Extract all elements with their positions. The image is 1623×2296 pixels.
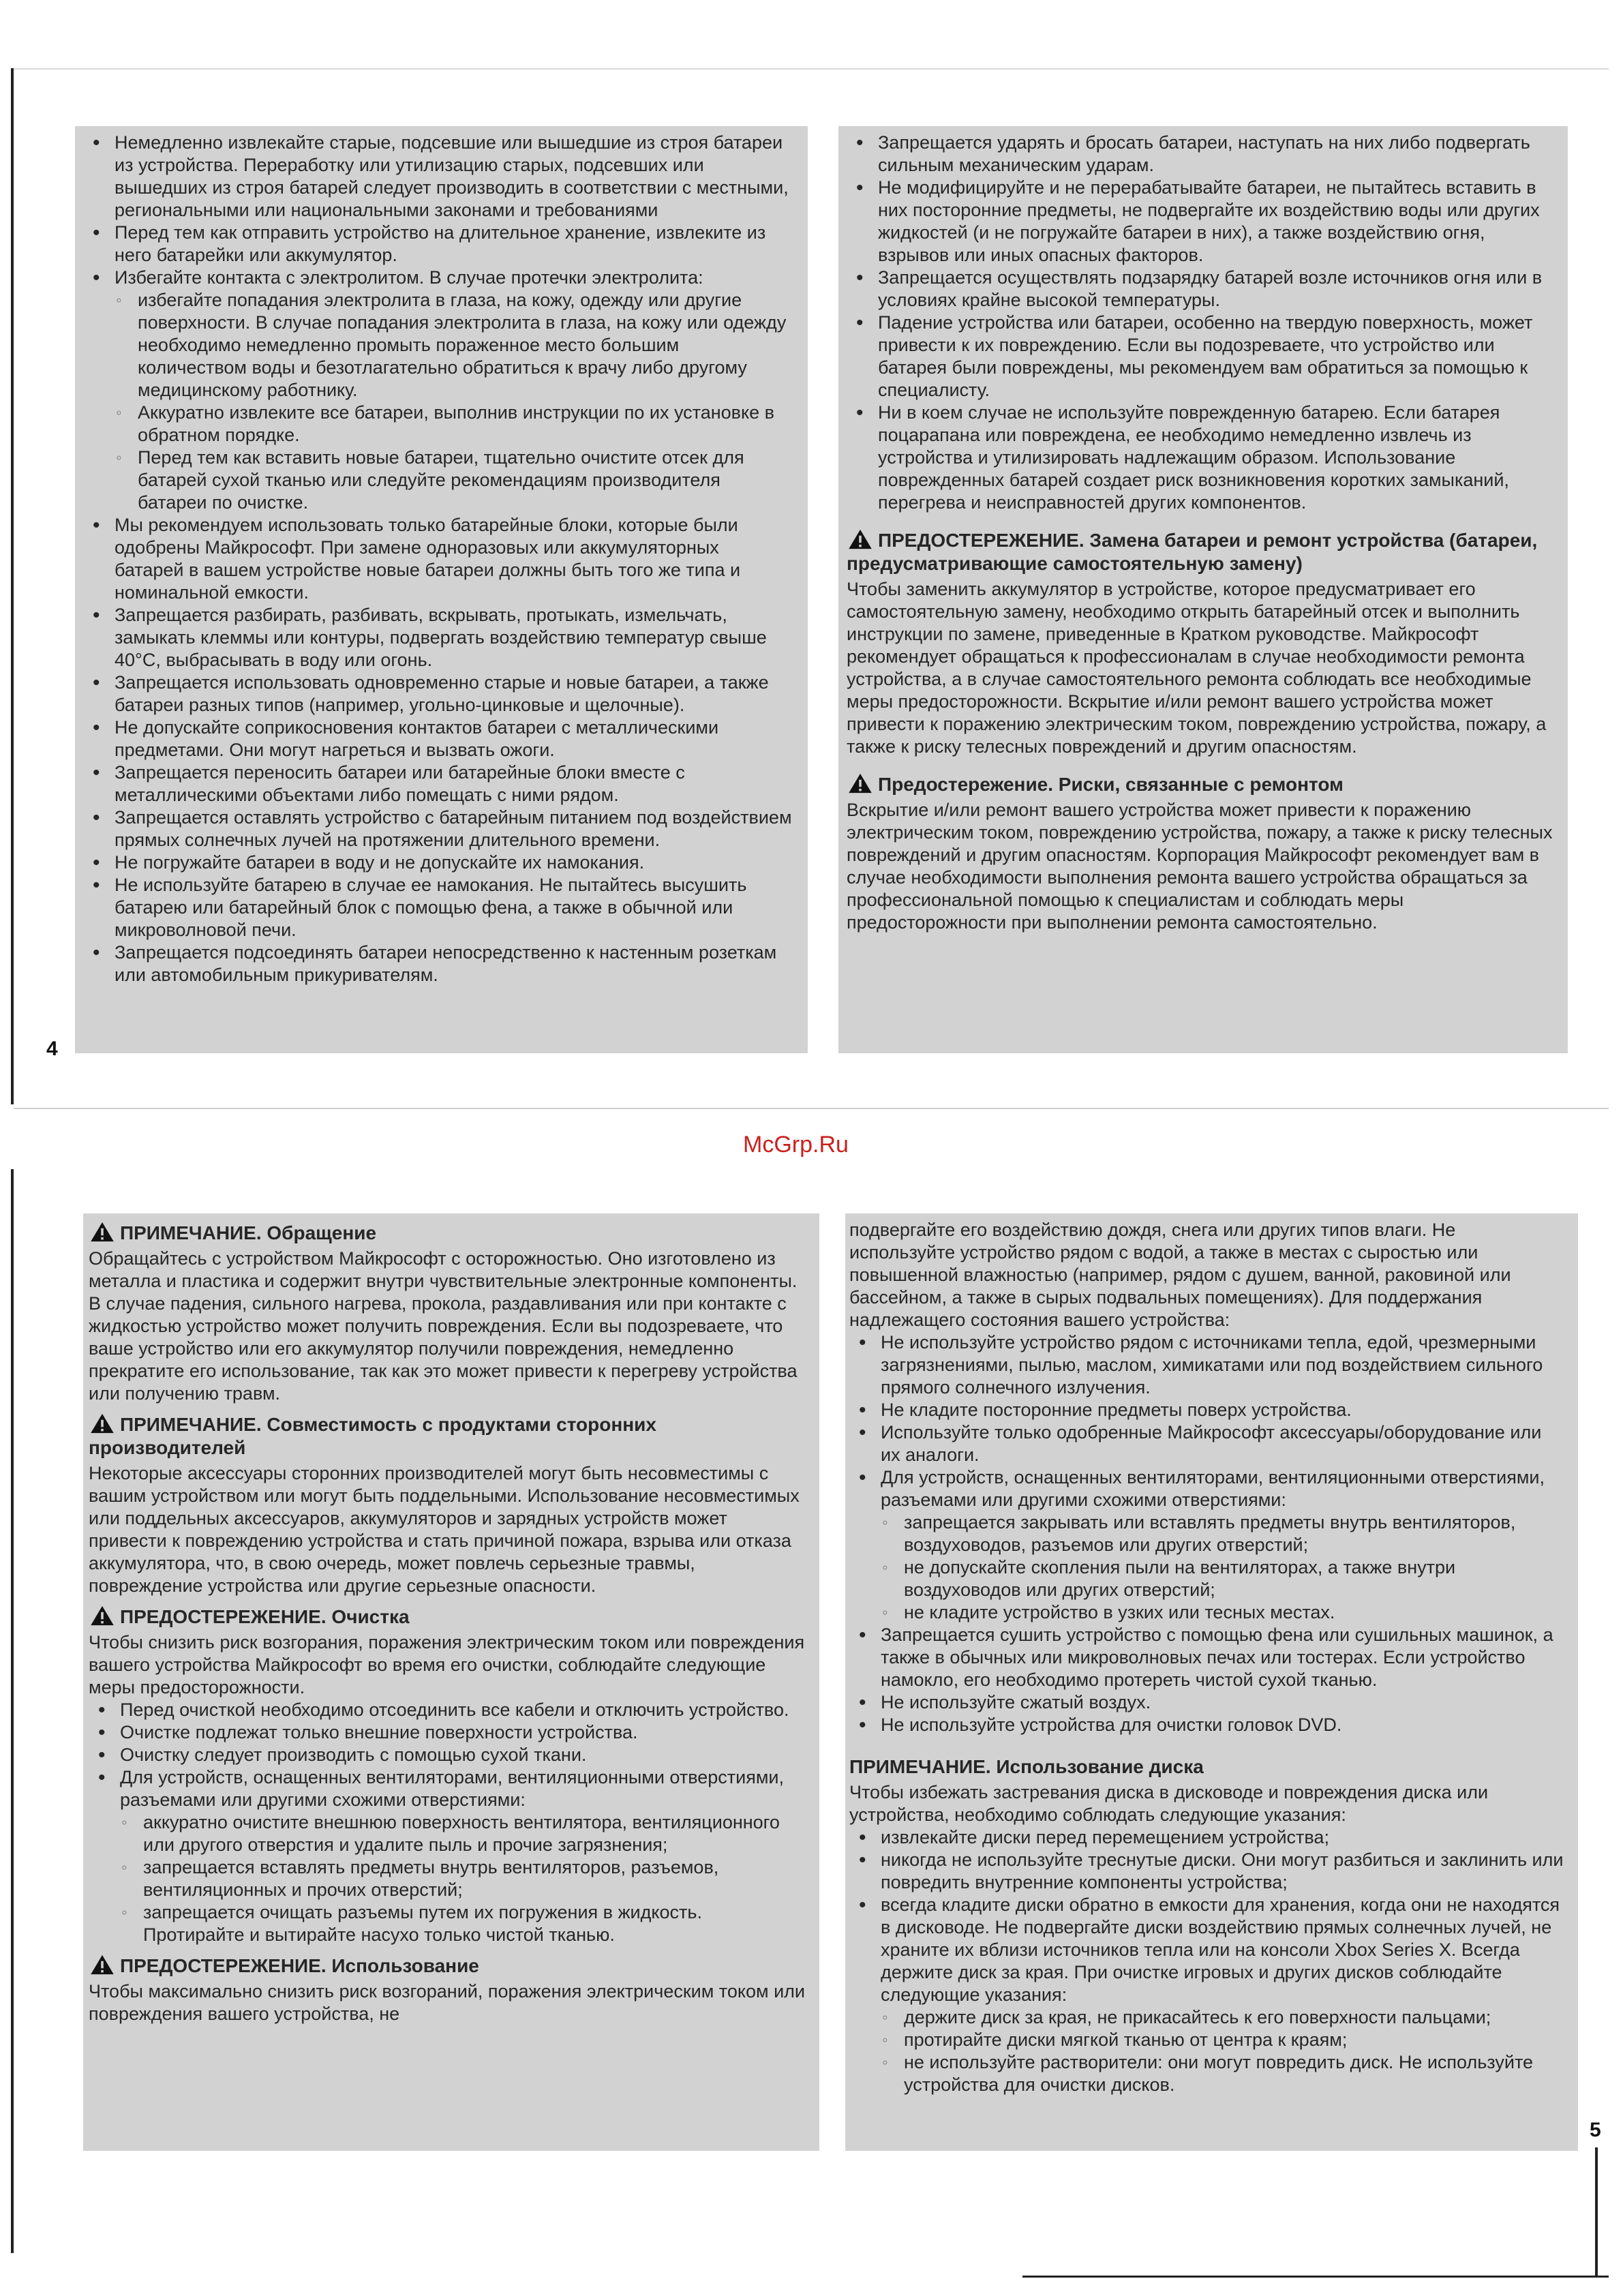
list-item: • Падение устройства или батареи, особенно на твердую поверхность, может привести к их повреждению. Если вы подозреваете, что устройство или батарея были повреждены, мы рекомендуем вам обратиться за помощью к специалисту. (847, 312, 1553, 402)
battery-handling-list (847, 132, 1553, 514)
battery-warnings-panel-left (75, 126, 808, 1053)
cleaning-text: Чтобы снизить риск возгорания, поражения электрическим током или повреждения вашего устройства Майкрософт во время его очистки, соблюдайте следующие меры предосторожности. (89, 1632, 805, 1697)
sub-list-item: ◦ не допускайте скопления пыли на вентиляторах, а также внутри воздуховодов или других отверстий; (873, 1556, 1566, 1601)
scan-edge-right (1595, 2147, 1598, 2277)
warning-icon (89, 1222, 116, 1242)
scan-edge-left (11, 68, 14, 1104)
list-item: • Не используйте устройства для очистки головок DVD. (849, 1714, 1566, 1736)
handling-title: ПРИМЕЧАНИЕ. Обращение (89, 1222, 806, 1245)
cleaning-list (89, 1699, 806, 1946)
list-item: • Запрещается подсоединять батареи непосредственно к настенным розеткам или автомобильным прикуривателям. (83, 941, 793, 986)
sub-list-item: ◦ не кладите устройство в узких или тесных местах. (873, 1601, 1566, 1624)
list-item: • Запрещается ударять и бросать батареи, наступать на них либо подвергать сильным механическим ударам. (847, 132, 1553, 177)
page-number-left: 4 (46, 1038, 58, 1060)
sub-list-item: ◦ не используйте растворители: они могут повредить диск. Не используйте устройства для очистки дисков. (873, 2051, 1566, 2096)
battery-warnings-panel-right (838, 126, 1568, 1053)
list-item: • Для устройств, оснащенных вентиляторами, вентиляционными отверстиями, разъемами или другими схожими отверстиями: (89, 1766, 806, 1811)
sub-list-item: ◦ Перед тем как вставить новые батареи, тщательно очистите отсек для батарей сухой тканью или следуйте рекомендациям производителя батареи по очистке. (106, 447, 793, 514)
battery-replacement-text: Чтобы заменить аккумулятор в устройстве, которое предусматривает его самостоятельную замену, необходимо открыть батарейный отсек и выполнить инструкции по замене, приведенные в Кратком руководстве. Майкрософт рекомендует обращаться к профессионалам в случае необходимости ремонта устройства, а в случае самостоятельного ремонта соблюдать все необходимые меры предосторожности. Вскрытие и/или ремонт вашего устройства может привести к поражению электрическим током, повреждению устройства, пожару, а также к риску телесных повреждений и другим опасностям. (847, 579, 1547, 757)
usage-continued-text: подвергайте его воздействию дождя, снега или других типов влаги. Не используйте устройство рядом с водой, а также в местах с сыростью или повышенной влажностью (например, рядом с душем, ванной, раковиной или бассейном, а также в сырых подвальных помещениях). Для поддержания надлежащего состояния вашего устройства: (849, 1220, 1511, 1330)
battery-replacement-title: ПРЕДОСТЕРЕЖЕНИЕ. Замена батареи и ремонт устройства (батареи, предусматривающие самостоятельную замену) (847, 530, 1538, 574)
list-item: • Перед тем как отправить устройство на длительное хранение, извлеките из него батарейки или аккумулятор. (83, 222, 793, 267)
device-care-panel-left (83, 1213, 819, 2151)
usage-title: ПРЕДОСТЕРЕЖЕНИЕ. Использование (89, 1954, 806, 1978)
repair-risks-text: Вскрытие и/или ремонт вашего устройства может привести к поражению электрическим током, повреждению устройства, пожару, а также к риску телесных повреждений и другим опасностям. Корпорация Майкрософт рекомендует вам в случае необходимости выполнения ремонта вашего устройства обращаться за профессиональной помощью к специалистам и соблюдать меры предосторожности при выполнении ремонта самостоятельно. (847, 800, 1553, 933)
list-item: • Не допускайте соприкосновения контактов батареи с металлическими предметами. Они могут нагреться и вызвать ожоги. (83, 716, 793, 761)
battery-warnings-list (83, 132, 793, 986)
compatibility-title: ПРИМЕЧАНИЕ. Совместимость с продуктами сторонних производителей (89, 1414, 656, 1458)
list-item: • Ни в коем случае не используйте поврежденную батарею. Если батарея поцарапана или повреждена, ее необходимо немедленно извлечь из устройства и утилизировать надлежащим образом. Использование поврежденных батарей создает риск возникновения коротких замыканий, перегрева и неисправностей других компонентов. (847, 402, 1553, 514)
sub-list-item: ◦ запрещается вставлять предметы внутрь вентиляторов, разъемов, вентиляционных и прочих отверстий; (112, 1856, 806, 1901)
watermark[interactable]: McGrp.Ru (743, 1132, 849, 1158)
list-item: • Запрещается разбирать, разбивать, вскрывать, протыкать, измельчать, замыкать клеммы или контуры, подвергать воздействию температур свыше 40°C, выбрасывать в воду или огонь. (83, 604, 793, 671)
list-item: • Не кладите посторонние предметы поверх устройства. (849, 1399, 1566, 1421)
cleaning-title: ПРЕДОСТЕРЕЖЕНИЕ. Очистка (89, 1605, 806, 1629)
list-item: • Мы рекомендуем использовать только батарейные блоки, которые были одобрены Майкрософт. При замене одноразовых или аккумуляторных батарей в вашем устройстве новые батареи должны быть того же типа и номинальной емкости. (83, 514, 793, 604)
sub-list-item: ◦ аккуратно очистите внешнюю поверхность вентилятора, вентиляционного или другого отверстия и удалите пыль и прочие загрязнения; (112, 1811, 806, 1856)
list-item: • Не используйте устройство рядом с источниками тепла, едой, чрезмерными загрязнениями, пылью, маслом, химикатами или под воздействием сильного прямого солнечного излучения. (849, 1331, 1566, 1399)
list-item: • Не используйте сжатый воздух. (849, 1691, 1566, 1714)
handling-text: Обращайтесь с устройством Майкрософт с осторожностью. Оно изготовлено из металла и пластика и содержит внутри чувствительные электронные компоненты. В случае падения, сильного нагрева, прокола, раздавливания или при контакте с жидкостью устройство может получить повреждения. Если вы подозреваете, что ваше устройство или его аккумулятор получили повреждения, немедленно прекратите его использование, так как это может привести к перегреву устройства или получению травм. (89, 1248, 798, 1404)
list-item: • всегда кладите диски обратно в емкости для хранения, когда они не находятся в дисководе. Не подвергайте диски воздействию прямых солнечных лучей, не храните их вблизи источников тепла или на консоли Xbox Series X. Всегда держите диск за края. При очистке игровых и других дисков соблюдайте следующие указания: (849, 1894, 1566, 2006)
sub-list-item: ◦ протирайте диски мягкой тканью от центра к краям; (873, 2029, 1566, 2051)
warning-icon (847, 773, 874, 794)
scan-edge-top (14, 68, 1609, 70)
warning-icon (89, 1954, 116, 1975)
warning-icon (847, 529, 874, 549)
repair-risks-title: Предостережение. Риски, связанные с ремонтом (847, 773, 1553, 796)
usage-list (849, 1331, 1566, 1736)
list-item: • Запрещается осуществлять подзарядку батарей возле источников огня или в условиях крайне высокой температуры. (847, 267, 1553, 312)
disc-usage-title: ПРИМЕЧАНИЕ. Использование диска (849, 1756, 1204, 1777)
warning-icon (89, 1413, 116, 1434)
list-item: • Запрещается переносить батареи или батарейные блоки вместе с металлическими объектами либо помещать с ними рядом. (83, 761, 793, 806)
list-item: • Используйте только одобренные Майкрософт аксессуары/оборудование или их аналоги. (849, 1421, 1566, 1466)
device-care-panel-right (845, 1213, 1578, 2151)
list-item: • Не модифицируйте и не перерабатывайте батареи, не пытайтесь вставить в них посторонние предметы, не подвергайте их воздействию воды или других жидкостей (и не погружайте батареи в них), а также воздействию огня, взрывов или иных опасных факторов. (847, 177, 1553, 267)
list-item: • Перед очисткой необходимо отсоединить все кабели и отключить устройство. (89, 1699, 806, 1721)
list-item: • извлекайте диски перед перемещением устройства; (849, 1826, 1566, 1849)
list-item: • Немедленно извлекайте старые, подсевшие или вышедшие из строя батареи из устройства. Переработку или утилизацию старых, подсевших или вышедших из строя батарей следует производить в соответствии с местными, региональными или национальными законами и требованиями (83, 132, 793, 222)
list-item: • Очистке подлежат только внешние поверхности устройства. (89, 1721, 806, 1744)
list-item: • никогда не используйте треснутые диски. Они могут разбиться и заклинить или повредить внутренние компоненты устройства; (849, 1849, 1566, 1894)
page-divider (14, 1108, 1609, 1109)
sub-list-item: ◦ Аккуратно извлеките все батареи, выполнив инструкции по их установке в обратном порядке. (106, 402, 793, 447)
list-item: • Не погружайте батареи в воду и не допускайте их намокания. (83, 851, 793, 874)
sub-list-item: ◦ запрещается очищать разъемы путем их погружения в жидкость. Протирайте и вытирайте насухо только чистой тканью. (112, 1901, 806, 1946)
sub-list-item: ◦ избегайте попадания электролита в глаза, на кожу, одежду или другие поверхности. В случае попадания электролита в глаза, на кожу или одежду необходимо немедленно промыть пораженное место большим количеством воды и безотлагательно обратиться к врачу либо другому медицинскому работнику. (106, 289, 793, 402)
page-number-right: 5 (1590, 2119, 1601, 2141)
warning-icon (89, 1605, 116, 1626)
list-item: • Не используйте батарею в случае ее намокания. Не пытайтесь высушить батарею или батарейный блок с помощью фена, а также в обычной или микроволновой печи. (83, 874, 793, 941)
list-item: • Избегайте контакта с электролитом. В случае протечки электролита: (83, 267, 793, 289)
list-item: • Запрещается использовать одновременно старые и новые батареи, а также батареи разных типов (например, угольно-цинковые и щелочные). (83, 671, 793, 716)
list-item: • Очистку следует производить с помощью сухой ткани. (89, 1744, 806, 1766)
scan-edge-bottom (1022, 2276, 1609, 2278)
sub-list-item: ◦ запрещается закрывать или вставлять предметы внутрь вентиляторов, воздуховодов, разъемов или других отверстий; (873, 1511, 1566, 1556)
scan-edge-left-lower (11, 1169, 14, 2253)
usage-text: Чтобы максимально снизить риск возгораний, поражения электрическим током или повреждения вашего устройства, не (89, 1981, 805, 2024)
list-item: • Для устройств, оснащенных вентиляторами, вентиляционными отверстиями, разъемами или другими схожими отверстиями: (849, 1466, 1566, 1511)
sub-list-item: ◦ держите диск за края, не прикасайтесь к его поверхности пальцами; (873, 2006, 1566, 2029)
disc-usage-list (849, 1826, 1566, 2096)
compatibility-text: Некоторые аксессуары сторонних производителей могут быть несовместимы с вашим устройством или могут быть поддельными. Использование несовместимых или поддельных аксессуаров, аккумуляторов и зарядных устройств может привести к повреждению устройства и стать причиной пожара, взрыва или отказа аккумулятора, что, в свою очередь, может повлечь серьезные травмы, повреждение устройства или другие серьезные опасности. (89, 1463, 800, 1596)
list-item: • Запрещается оставлять устройство с батарейным питанием под воздействием прямых солнечных лучей на протяжении длительного времени. (83, 806, 793, 851)
list-item: • Запрещается сушить устройство с помощью фена или сушильных машинок, а также в обычных или микроволновых печах или тостерах. Если устройство намокло, его необходимо протереть чистой сухой тканью. (849, 1624, 1566, 1691)
disc-usage-text: Чтобы избежать застревания диска в дисководе и повреждения диска или устройства, необходимо соблюдать следующие указания: (849, 1782, 1489, 1825)
